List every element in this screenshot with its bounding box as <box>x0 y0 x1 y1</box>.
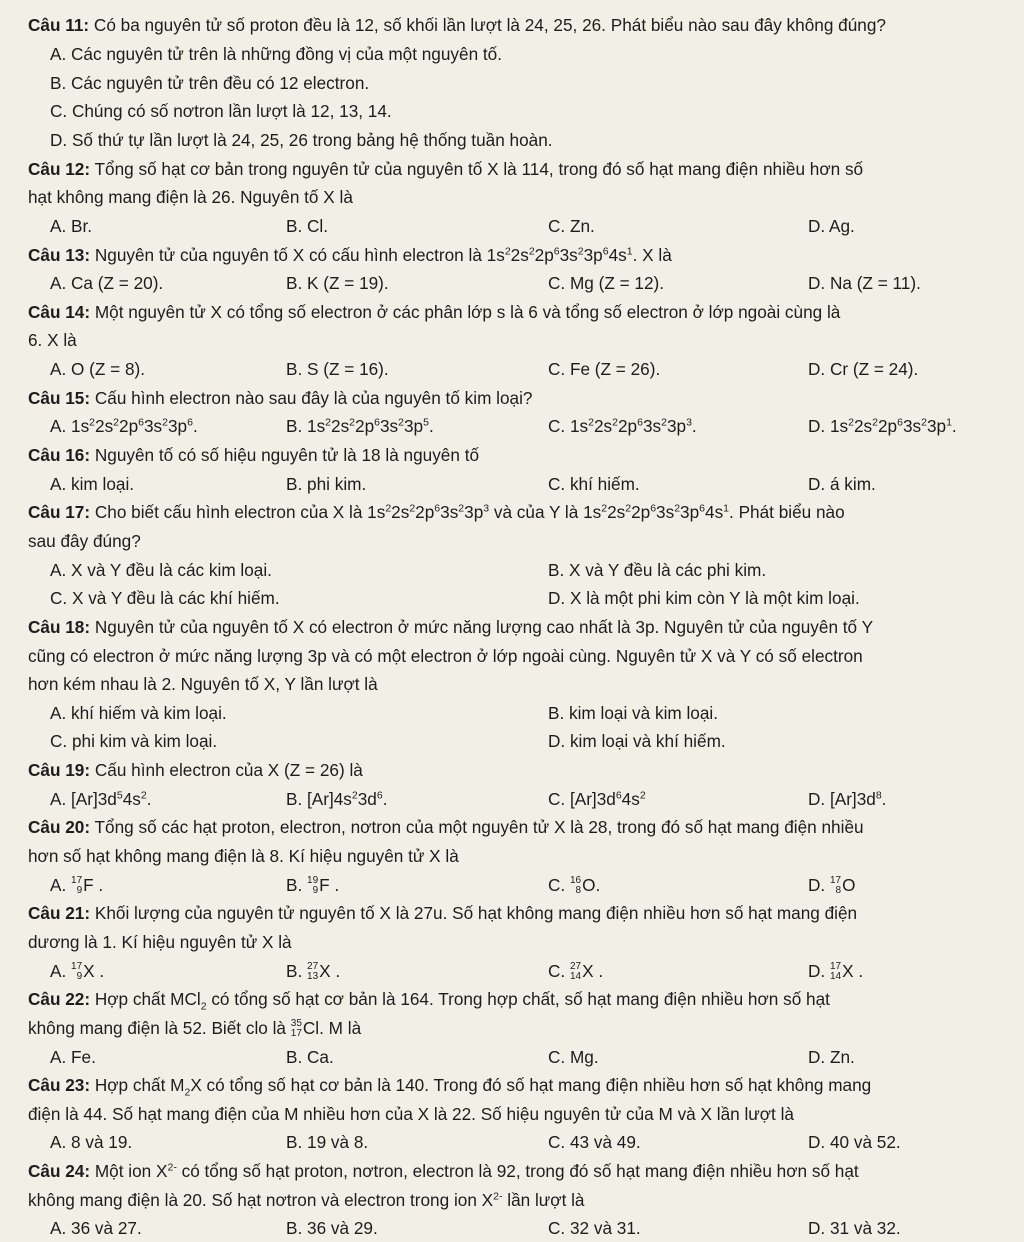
text-line <box>0 1189 1024 1211</box>
text-line <box>0 702 1024 724</box>
question-text: Câu 20: Tổng số các hạt proton, electron, nơtron của một nguyên tử X là 28, trong đó số hạt mang điện nhiều <box>28 817 864 837</box>
text-line <box>0 845 1024 867</box>
text-line <box>0 960 1024 982</box>
question-text: Câu 15: Cấu hình electron nào sau đây là của nguyên tố kim loại? <box>28 388 533 408</box>
answer-option: A. kim loại. <box>50 474 135 494</box>
text-line <box>0 186 1024 208</box>
answer-option: C. 27 14 X . <box>548 961 604 983</box>
answer-option: C. 32 và 31. <box>548 1218 641 1238</box>
text-line <box>0 329 1024 351</box>
answer-option: D. 31 và 32. <box>808 1218 901 1238</box>
text-line <box>0 72 1024 94</box>
answer-option: D. Ag. <box>808 216 855 236</box>
text-line <box>0 559 1024 581</box>
answer-option: A. $1s^22s^22p^63s^23p^6$. <box>50 416 198 436</box>
answer-option: C. Zn. <box>548 216 595 236</box>
text-line <box>0 902 1024 924</box>
answer-option: D. kim loại và khí hiếm. <box>548 731 726 751</box>
answer-option: D. 17 8 O <box>808 875 856 897</box>
text-line <box>0 1217 1024 1239</box>
question-text: A. Các nguyên tử trên là những đồng vị của một nguyên tố. <box>50 44 503 64</box>
question-text: Câu 19: Cấu hình electron của X (Z = 26) là <box>28 760 363 780</box>
answer-option: B. X và Y đều là các phi kim. <box>548 560 767 580</box>
answer-option: C. $1s^22s^22p^63s^23p^3$. <box>548 416 697 436</box>
answer-option: B. 19 9 F . <box>286 875 340 897</box>
answer-option: B. 27 13 X . <box>286 961 341 983</box>
text-line <box>0 158 1024 180</box>
question-text: hạt không mang điện là 26. Nguyên tố X là <box>28 187 353 207</box>
answer-option: D. $[Ar]3d^8$. <box>808 789 887 809</box>
question-text: D. Số thứ tự lần lượt là 24, 25, 26 trong bảng hệ thống tuần hoàn. <box>50 130 553 150</box>
text-line <box>0 14 1024 36</box>
answer-option: B. phi kim. <box>286 474 367 494</box>
question-text: 6. X là <box>28 330 77 350</box>
question-text: Câu 24: Một ion $X^{2-}$ có tổng số hạt proton, nơtron, electron là 92, trong đó số hạt mang điện nhiều hơn số hạt <box>28 1161 859 1181</box>
text-line <box>0 415 1024 437</box>
answer-option: B. 36 và 29. <box>286 1218 378 1238</box>
text-line <box>0 616 1024 638</box>
answer-option: B. kim loại và kim loại. <box>548 703 719 723</box>
text-line <box>0 874 1024 896</box>
text-line <box>0 301 1024 323</box>
question-text: không mang điện là 52. Biết clo là 35 17 Cl. M là <box>28 1018 362 1040</box>
text-line <box>0 988 1024 1013</box>
text-line <box>0 43 1024 65</box>
question-text: hơn kém nhau là 2. Nguyên tố X, Y lần lượt là <box>28 674 378 694</box>
text-line <box>0 215 1024 237</box>
text-line <box>0 1103 1024 1125</box>
answer-option: D. $1s^22s^22p^63s^23p^1$. <box>808 416 957 436</box>
answer-option: A. 8 và 19. <box>50 1132 133 1152</box>
answer-option: B. S (Z = 16). <box>286 359 389 379</box>
question-text: cũng có electron ở mức năng lượng 3p và có một electron ở lớp ngoài cùng. Nguyên tử X và Y có số electron <box>28 646 863 666</box>
text-line <box>0 444 1024 466</box>
answer-option: A. X và Y đều là các kim loại. <box>50 560 272 580</box>
text-line <box>0 129 1024 151</box>
answer-option: C. Mg. <box>548 1047 599 1067</box>
text-line <box>0 673 1024 695</box>
text-line <box>0 530 1024 552</box>
text-line <box>0 358 1024 380</box>
question-text: Câu 23: Hợp chất $M_2X$ có tổng số hạt cơ bản là 140. Trong đó số hạt mang điện nhiều hơn số hạt không mang <box>28 1075 872 1099</box>
answer-option: D. Zn. <box>808 1047 855 1067</box>
question-text: Câu 13: Nguyên tử của nguyên tố X có cấu hình electron là $1s^22s^22p^63s^23p^64s^1$. X là <box>28 245 672 265</box>
question-text: Câu 11: Có ba nguyên tử số proton đều là 12, số khối lần lượt là 24, 25, 26. Phát biểu nào sau đây không đúng? <box>28 15 886 35</box>
answer-option: A. O (Z = 8). <box>50 359 146 379</box>
answer-option: C. Fe (Z = 26). <box>548 359 661 379</box>
answer-option: A. Fe. <box>50 1047 96 1067</box>
text-line <box>0 473 1024 495</box>
question-text: Câu 12: Tổng số hạt cơ bản trong nguyên tử của nguyên tố X là 114, trong đó số hạt mang điện nhiều hơn số <box>28 159 864 179</box>
text-line <box>0 244 1024 266</box>
text-line <box>0 1046 1024 1068</box>
answer-option: A. 17 9 X . <box>50 961 105 983</box>
answer-option: B. $1s^22s^22p^63s^23p^5$. <box>286 416 434 436</box>
question-text: Câu 18: Nguyên tử của nguyên tố X có electron ở mức năng lượng cao nhất là 3p. Nguyên tử của nguyên tố Y <box>28 617 874 637</box>
answer-option: B. K (Z = 19). <box>286 273 389 293</box>
answer-option: D. á kim. <box>808 474 876 494</box>
answer-option: A. 36 và 27. <box>50 1218 142 1238</box>
answer-option: B. $[Ar]4s^23d^6$. <box>286 789 388 809</box>
text-line <box>0 645 1024 667</box>
answer-option: D. Na (Z = 11). <box>808 273 921 293</box>
answer-option: B. 19 và 8. <box>286 1132 369 1152</box>
question-text: Câu 14: Một nguyên tử X có tổng số electron ở các phân lớp s là 6 và tổng số electron ở lớp ngoài cùng là <box>28 302 841 322</box>
text-line <box>0 788 1024 810</box>
answer-option: C. khí hiếm. <box>548 474 640 494</box>
text-line <box>0 1017 1024 1039</box>
answer-option: C. 16 8 O. <box>548 875 601 897</box>
answer-option: A. 17 9 F . <box>50 875 104 897</box>
answer-option: C. X và Y đều là các khí hiếm. <box>50 588 280 608</box>
text-line <box>0 272 1024 294</box>
answer-option: D. Cr (Z = 24). <box>808 359 919 379</box>
question-text: hơn số hạt không mang điện là 8. Kí hiệu nguyên tử X là <box>28 846 459 866</box>
question-text: sau đây đúng? <box>28 531 141 551</box>
question-text: C. Chúng có số nơtron lần lượt là 12, 13, 14. <box>50 101 392 121</box>
question-text: không mang điện là 20. Số hạt nơtron và electron trong ion $X^{2-}$ lần lượt là <box>28 1190 585 1210</box>
question-text: Câu 22: Hợp chất MCl$_2$ có tổng số hạt cơ bản là 164. Trong hợp chất, số hạt mang điện nhiều hơn số hạt <box>28 989 830 1013</box>
text-line <box>0 759 1024 781</box>
answer-option: A. khí hiếm và kim loại. <box>50 703 227 723</box>
text-line <box>0 730 1024 752</box>
text-line <box>0 1131 1024 1153</box>
answer-option: C. phi kim và kim loại. <box>50 731 218 751</box>
question-text: Câu 17: Cho biết cấu hình electron của X là $1s^22s^22p^63s^23p^3$ và của Y là $1s^22s^22p^63s^23p^64s^1$. Phát biểu nào <box>28 502 845 522</box>
text-line <box>0 501 1024 523</box>
text-line <box>0 100 1024 122</box>
text-line <box>0 387 1024 409</box>
question-text: Câu 21: Khối lượng của nguyên tử nguyên tố X là 27u. Số hạt không mang điện nhiều hơn số hạt mang điện <box>28 903 858 923</box>
answer-option: C. Mg (Z = 12). <box>548 273 665 293</box>
question-text: dương là 1. Kí hiệu nguyên tử X là <box>28 932 292 952</box>
text-line <box>0 931 1024 953</box>
text-line <box>0 1160 1024 1182</box>
answer-option: C. 43 và 49. <box>548 1132 641 1152</box>
answer-option: D. X là một phi kim còn Y là một kim loại. <box>548 588 860 608</box>
answer-option: C. $[Ar]3d^64s^2$ <box>548 789 646 809</box>
answer-option: D. 17 14 X . <box>808 961 864 983</box>
question-text: Câu 16: Nguyên tố có số hiệu nguyên tử là 18 là nguyên tố <box>28 445 480 465</box>
answer-option: A. Br. <box>50 216 93 236</box>
question-text: B. Các nguyên tử trên đều có 12 electron. <box>50 73 370 93</box>
answer-option: A. $[Ar]3d^54s^2$. <box>50 789 152 809</box>
answer-option: B. Ca. <box>286 1047 334 1067</box>
question-text: điện là 44. Số hạt mang điện của M nhiều hơn của X là 22. Số hiệu nguyên tử của M và X lần lượt là <box>28 1104 794 1124</box>
text-line <box>0 816 1024 838</box>
answer-option: D. 40 và 52. <box>808 1132 901 1152</box>
answer-option: A. Ca (Z = 20). <box>50 273 164 293</box>
answer-option: B. Cl. <box>286 216 329 236</box>
text-line <box>0 587 1024 609</box>
text-line <box>0 1074 1024 1099</box>
